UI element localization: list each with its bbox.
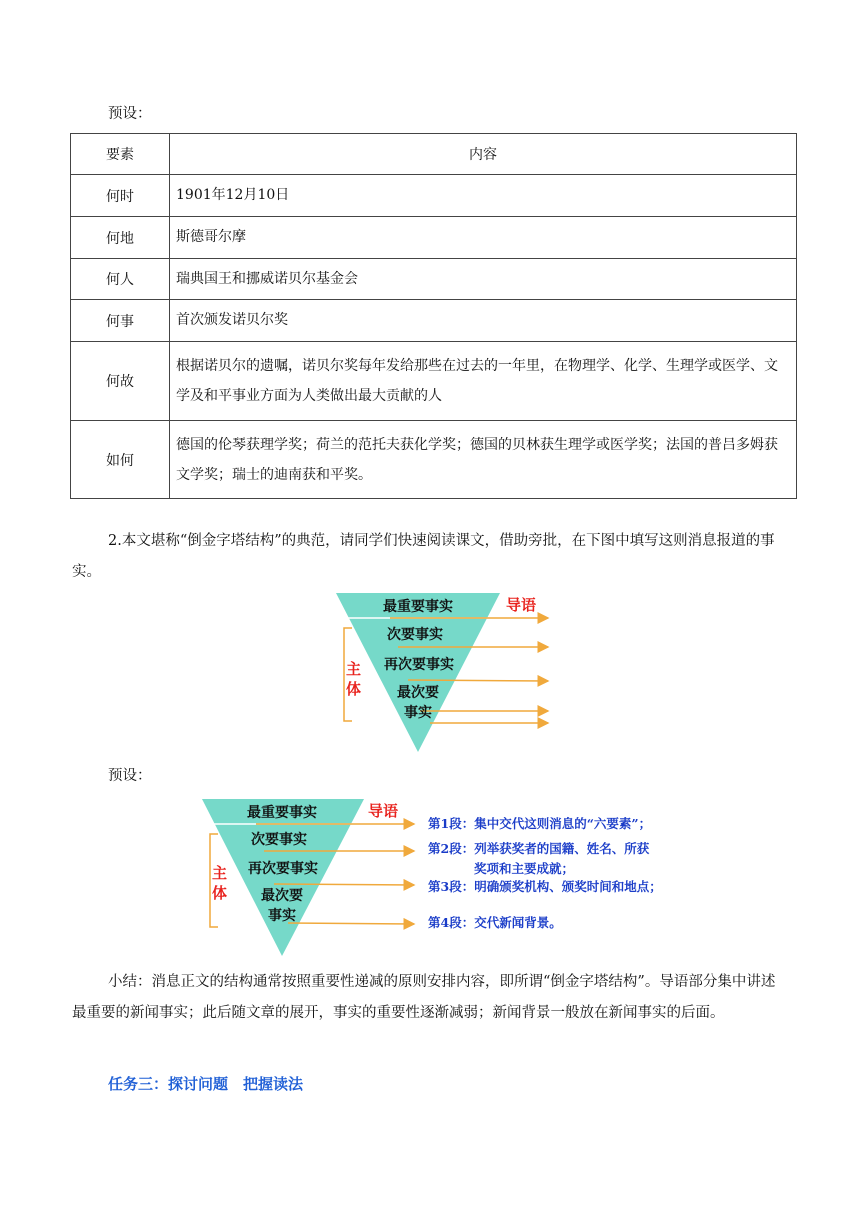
- table-header-value: 内容: [170, 134, 797, 175]
- preset-label: 预设：: [108, 768, 152, 784]
- question-2: 2.本文堪称“倒金字塔结构”的典范，请同学们快速阅读课文，借助旁批，在下图中填写这则消息报道的事实。: [72, 533, 775, 580]
- arrow: [274, 884, 414, 885]
- level-2-label: 次要事实: [387, 627, 443, 643]
- row-value-why: 根据诺贝尔的遗嘱，诺贝尔奖每年发给那些在过去的一年里，在物理学、化学、生理学或医学、文学及和平事业方面为人类做出最大贡献的人: [170, 342, 797, 421]
- row-key-where: 何地: [71, 217, 170, 259]
- body-label-1: 主: [212, 864, 228, 882]
- task-3-heading: 任务三：探讨问题 把握读法: [108, 1075, 304, 1093]
- pyramid-diagram-blank: [330, 590, 560, 754]
- lead-label: 导语: [368, 802, 399, 820]
- row-value-how: 德国的伦琴获理学奖；荷兰的范托夫获化学奖；德国的贝林获生理学或医学奖；法国的普吕多姆获文学奖；瑞士的迪南获和平奖。: [170, 421, 797, 499]
- table-header-row: [71, 134, 797, 175]
- level-3-label: 再次要事实: [384, 657, 454, 673]
- note-para-2-cont: 奖项和主要成就；: [474, 861, 575, 876]
- summary: 小结：消息正文的结构通常按照重要性递减的原则安排内容，即所谓“倒金字塔结构”。导语部分集中讲述最重要的新闻事实；此后随文章的展开，事实的重要性逐渐减弱；新闻背景一般放在新闻事实的后面。: [72, 974, 776, 1021]
- note-para-1: 第1段：集中交代这则消息的“六要素”；: [428, 816, 652, 831]
- table-row: [71, 300, 797, 342]
- level-4b-label: 事实: [268, 908, 296, 924]
- level-1-label: 最重要事实: [247, 805, 317, 821]
- body-label-1: 主: [346, 660, 362, 678]
- level-4-label: 最次要: [261, 888, 303, 904]
- body-label-2: 体: [212, 884, 228, 902]
- level-4-label: 最次要: [397, 685, 439, 701]
- table-row: [71, 175, 797, 217]
- preset-label: 预设：: [108, 106, 152, 122]
- lead-label: 导语: [506, 596, 537, 614]
- row-key-when: 何时: [71, 175, 170, 217]
- level-1-label: 最重要事实: [383, 599, 453, 615]
- level-4b-label: 事实: [404, 705, 432, 721]
- row-key-why: 何故: [71, 342, 170, 421]
- body-label-2: 体: [346, 680, 362, 698]
- table-header-key: 要素: [71, 134, 170, 175]
- row-key-who: 何人: [71, 259, 170, 300]
- row-value-where: 斯德哥尔摩: [170, 217, 797, 259]
- table-row: [71, 421, 797, 499]
- arrow: [288, 923, 414, 924]
- elements-table: [70, 133, 797, 499]
- arrow: [408, 680, 548, 681]
- row-value-when: 1901年12月10日: [170, 175, 797, 217]
- row-value-who: 瑞典国王和挪威诺贝尔基金会: [170, 259, 797, 300]
- level-2-label: 次要事实: [251, 832, 307, 848]
- row-key-how: 如何: [71, 421, 170, 499]
- table-row: [71, 342, 797, 421]
- row-key-what: 何事: [71, 300, 170, 342]
- note-para-2: 第2段：列举获奖者的国籍、姓名、所获: [428, 841, 650, 856]
- note-para-4: 第4段：交代新闻背景。: [428, 915, 562, 930]
- note-para-3: 第3段：明确颁奖机构、颁奖时间和地点；: [428, 879, 662, 894]
- table-row: [71, 259, 797, 300]
- level-3-label: 再次要事实: [248, 861, 318, 877]
- table-row: [71, 217, 797, 259]
- pyramid-diagram-filled: [196, 796, 712, 960]
- row-value-what: 首次颁发诺贝尔奖: [170, 300, 797, 342]
